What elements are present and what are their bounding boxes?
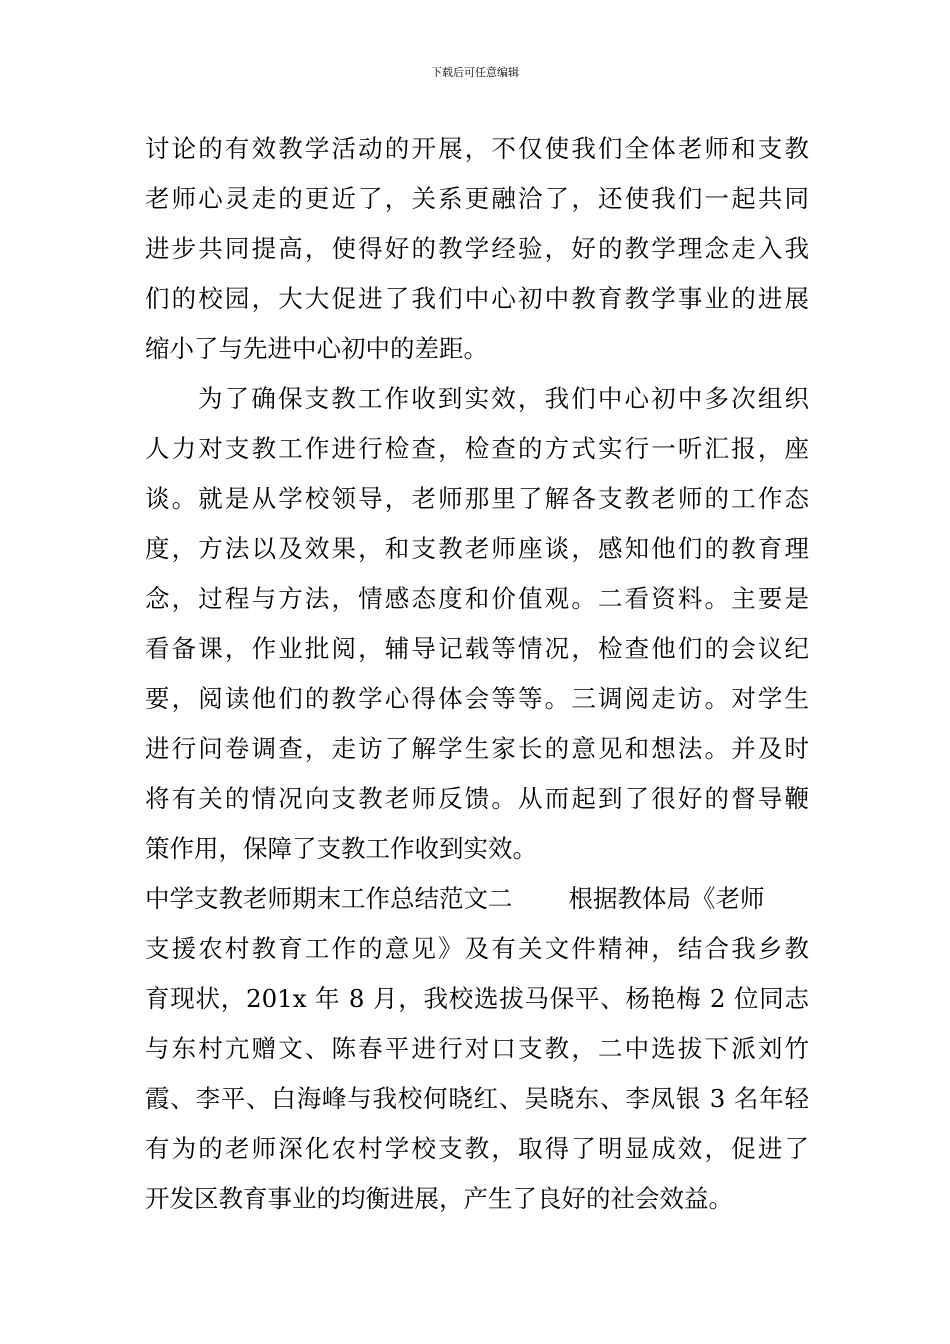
text-line: 育现状，201x 年 8 月，我校选拔马保平、杨艳梅 2 位同志: [145, 984, 809, 1013]
text-line: 有为的老师深化农村学校支教，取得了明显成效，促进了: [145, 1134, 809, 1163]
text-line: 进行问卷调查，走访了解学生家长的意见和想法。并及时: [145, 734, 809, 763]
text-line: 将有关的情况向支教老师反馈。从而起到了很好的督导鞭: [145, 784, 809, 813]
text-line: 念，过程与方法，情感态度和价值观。二看资料。主要是: [145, 584, 809, 613]
text-line: 要，阅读他们的教学心得体会等等。三调阅走访。对学生: [145, 684, 809, 713]
section-title-line: [145, 874, 809, 924]
text-line: 缩小了与先进中心初中的差距。: [145, 334, 488, 363]
text-line: 与东村亢赠文、陈春平进行对口支教，二中选拔下派刘竹: [145, 1034, 809, 1063]
text-line: 策作用，保障了支教工作收到实效。: [145, 834, 537, 863]
text-line: 为了确保支教工作收到实效，我们中心初中多次组织: [198, 384, 809, 413]
text-line: 支援农村教育工作的意见》及有关文件精神，结合我乡教: [145, 934, 809, 963]
text-line: 谈。就是从学校领导，老师那里了解各支教老师的工作态: [145, 484, 809, 513]
text-line: 开发区教育事业的均衡进展，产生了良好的社会效益。: [145, 1184, 733, 1213]
page-header: 下载后可任意编辑: [431, 66, 519, 79]
text-line: 们的校园，大大促进了我们中心初中教育教学事业的进展: [145, 284, 809, 313]
text-line: 老师心灵走的更近了，关系更融洽了，还使我们一起共同: [145, 184, 809, 213]
text-line: 根据教体局《老师: [568, 884, 765, 913]
text-line: 看备课，作业批阅，辅导记载等情况，检查他们的会议纪: [145, 634, 809, 663]
document-body: [145, 124, 809, 1224]
text-line: 霞、李平、白海峰与我校何晓红、吴晓东、李凤银 3 名年轻: [145, 1084, 809, 1113]
text-line: 人力对支教工作进行检查，检查的方式实行一听汇报，座: [145, 434, 809, 463]
section-title: 中学支教老师期末工作总结范文二: [145, 884, 513, 913]
text-line: 讨论的有效教学活动的开展，不仅使我们全体老师和支教: [145, 134, 809, 163]
text-line: 度，方法以及效果，和支教老师座谈，感知他们的教育理: [145, 534, 809, 563]
text-line: 进步共同提高，使得好的教学经验，好的教学理念走入我: [145, 234, 809, 263]
